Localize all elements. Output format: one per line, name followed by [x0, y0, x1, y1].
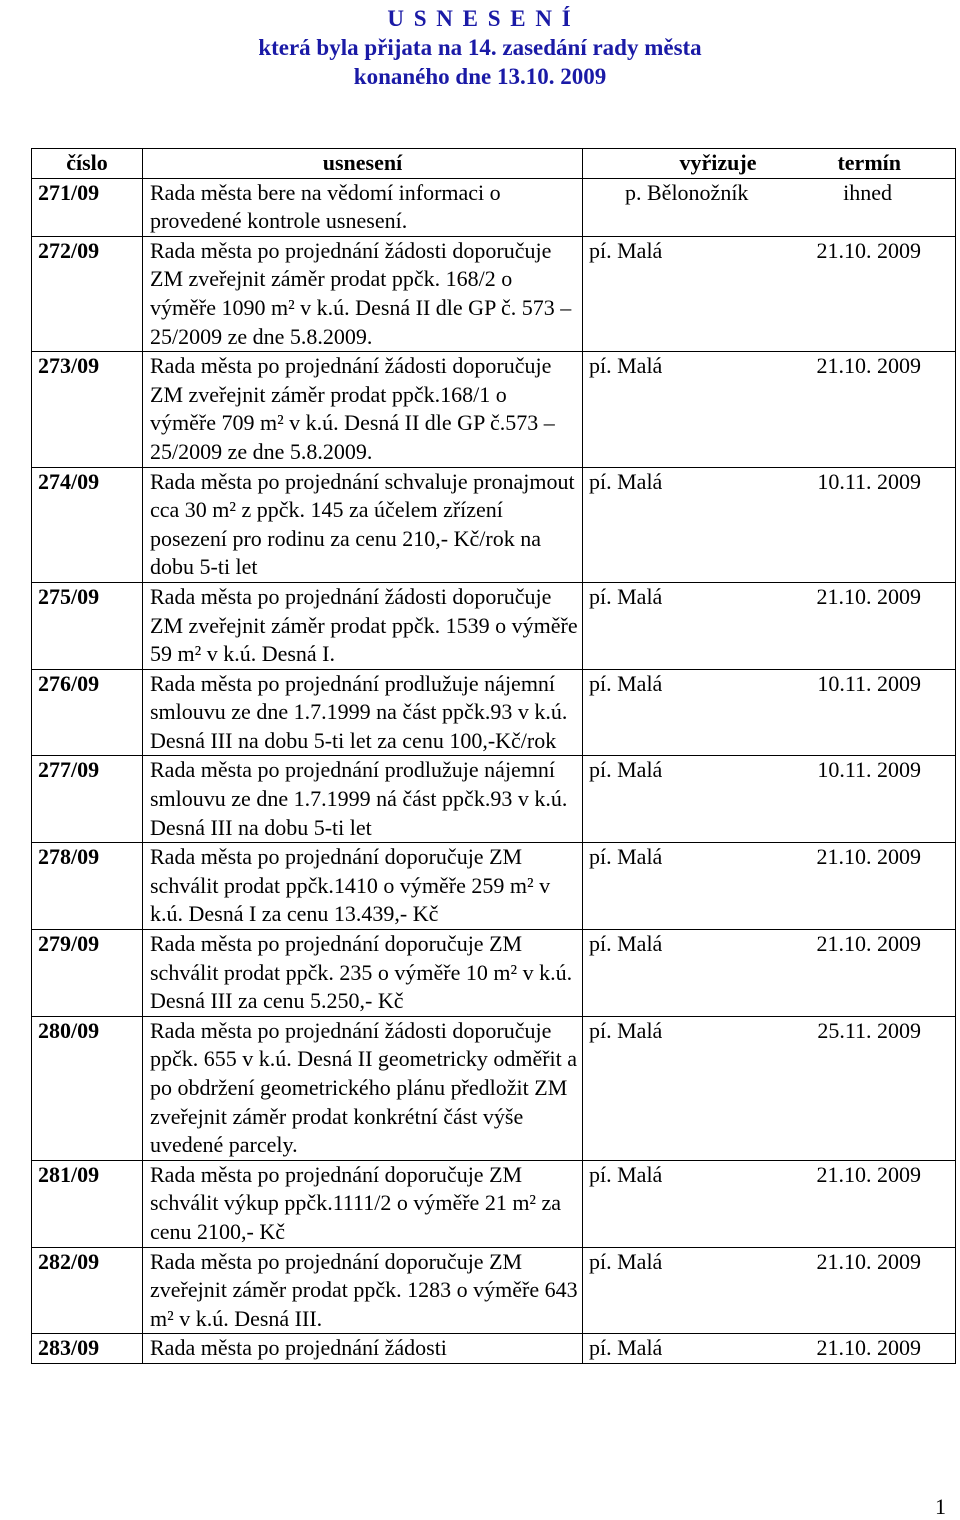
resolution-responsible: pí. Malá — [589, 844, 663, 870]
resolution-deadline: 21.10. 2009 — [816, 1335, 921, 1361]
resolution-text: Rada města po projednání schvaluje pronajmout cca 30 m² z ppčk. 145 za účelem zřízení posezení pro rodinu za cenu 210,- Kč/rok na dobu 5-ti let — [143, 467, 583, 582]
resolution-deadline: 25.11. 2009 — [817, 1017, 921, 1043]
resolution-responsible: pí. Malá — [589, 1017, 663, 1043]
resolutions-table — [31, 148, 956, 1364]
resolution-number: 274/09 — [32, 467, 143, 582]
resolution-number: 272/09 — [32, 236, 143, 351]
resolution-text: Rada města po projednání prodlužuje nájemní smlouvu ze dne 1.7.1999 ná část ppčk.93 v k.ú. Desná III na dobu 5-ti let — [143, 756, 583, 843]
resolution-deadline: 21.10. 2009 — [816, 931, 921, 957]
resolution-responsible: pí. Malá — [589, 468, 663, 494]
resolution-number: 273/09 — [32, 352, 143, 467]
resolution-text: Rada města po projednání žádosti doporučuje ZM zveřejnit záměr prodat ppčk.168/1 o výměře 709 m² v k.ú. Desná II dle GP č.573 – 25/2009 ze dne 5.8.2009. — [143, 352, 583, 467]
resolution-deadline: ihned — [843, 179, 892, 205]
resolution-number: 277/09 — [32, 756, 143, 843]
table-row — [32, 352, 956, 467]
resolution-number: 271/09 — [32, 178, 143, 236]
resolution-responsible: pí. Malá — [589, 1335, 663, 1361]
resolution-number: 283/09 — [32, 1334, 143, 1364]
table-row — [32, 1160, 956, 1247]
resolution-text: Rada města po projednání žádosti — [143, 1334, 583, 1364]
resolution-deadline: 10.11. 2009 — [817, 670, 921, 696]
resolution-deadline: 21.10. 2009 — [816, 237, 921, 263]
resolution-deadline: 21.10. 2009 — [816, 1161, 921, 1187]
resolution-number: 278/09 — [32, 843, 143, 930]
resolution-responsible: p. Bělonožník — [625, 179, 749, 205]
table-header-row — [32, 149, 956, 179]
resolution-responsible: pí. Malá — [589, 931, 663, 957]
resolution-text: Rada města po projednání doporučuje ZM schválit prodat ppčk.1410 o výměře 259 m² v k.ú. Desná I za cenu 13.439,- Kč — [143, 843, 583, 930]
resolution-responsible: pí. Malá — [589, 1161, 663, 1187]
resolution-text: Rada města po projednání žádosti doporučuje ppčk. 655 v k.ú. Desná II geometricky odměřit a po obdržení geometrického plánu předložit ZM zveřejnit záměr prodat konkrétní část výše uvedené parcely. — [143, 1016, 583, 1160]
table-row — [32, 467, 956, 582]
resolution-text: Rada města po projednání žádosti doporučuje ZM zveřejnit záměr prodat ppčk. 168/2 o výměře 1090 m² v k.ú. Desná II dle GP č. 573 – 25/2009 ze dne 5.8.2009. — [143, 236, 583, 351]
table-row — [32, 582, 956, 669]
resolution-deadline: 21.10. 2009 — [816, 583, 921, 609]
resolution-responsible: pí. Malá — [589, 237, 663, 263]
resolution-responsible: pí. Malá — [589, 1248, 663, 1274]
table-row — [32, 1016, 956, 1160]
resolution-text: Rada města po projednání doporučuje ZM schválit výkup ppčk.1111/2 o výměře 21 m² za cenu 2100,- Kč — [143, 1160, 583, 1247]
resolution-deadline: 10.11. 2009 — [817, 468, 921, 494]
table-row — [32, 236, 956, 351]
table-body — [32, 178, 956, 1363]
document-subtitle: která byla přijata na 14. zasedání rady města — [258, 35, 702, 60]
table-row — [32, 930, 956, 1017]
resolution-responsible: pí. Malá — [589, 670, 663, 696]
resolution-deadline: 10.11. 2009 — [817, 757, 921, 783]
page-number: 1 — [935, 1494, 946, 1519]
column-header-usneseni: usnesení — [143, 149, 583, 179]
resolution-number: 276/09 — [32, 669, 143, 756]
resolution-text: Rada města po projednání doporučuje ZM schválit prodat ppčk. 235 o výměře 10 m² v k.ú. Desná III za cenu 5.250,- Kč — [143, 930, 583, 1017]
column-header-termin: termín — [773, 149, 956, 179]
resolution-number: 281/09 — [32, 1160, 143, 1247]
column-header-cislo: číslo — [32, 149, 143, 179]
table-row — [32, 669, 956, 756]
resolution-text: Rada města po projednání prodlužuje nájemní smlouvu ze dne 1.7.1999 na část ppčk.93 v k.ú. Desná III na dobu 5-ti let za cenu 100,-Kč/rok — [143, 669, 583, 756]
resolution-text: Rada města bere na vědomí informaci o provedené kontrole usnesení. — [143, 178, 583, 236]
resolution-number: 279/09 — [32, 930, 143, 1017]
resolution-responsible: pí. Malá — [589, 757, 663, 783]
table-row — [32, 756, 956, 843]
document-header — [0, 4, 960, 91]
table-row — [32, 1247, 956, 1334]
resolution-deadline: 21.10. 2009 — [816, 844, 921, 870]
resolution-responsible: pí. Malá — [589, 583, 663, 609]
resolution-text: Rada města po projednání žádosti doporučuje ZM zveřejnit záměr prodat ppčk. 1539 o výměře 59 m² v k.ú. Desná I. — [143, 582, 583, 669]
table-row — [32, 1334, 956, 1364]
resolution-deadline: 21.10. 2009 — [816, 1248, 921, 1274]
column-header-vyrizuje: vyřizuje — [679, 150, 757, 175]
table-row — [32, 178, 956, 236]
resolution-number: 275/09 — [32, 582, 143, 669]
resolution-deadline: 21.10. 2009 — [816, 353, 921, 379]
resolution-text: Rada města po projednání doporučuje ZM zveřejnit záměr prodat ppčk. 1283 o výměře 643 m² v k.ú. Desná III. — [143, 1247, 583, 1334]
resolution-responsible: pí. Malá — [589, 353, 663, 379]
document-title: U S N E S E N Í — [387, 6, 573, 31]
table-row — [32, 843, 956, 930]
resolution-number: 282/09 — [32, 1247, 143, 1334]
document-date-line: konaného dne 13.10. 2009 — [353, 64, 607, 89]
resolution-number: 280/09 — [32, 1016, 143, 1160]
